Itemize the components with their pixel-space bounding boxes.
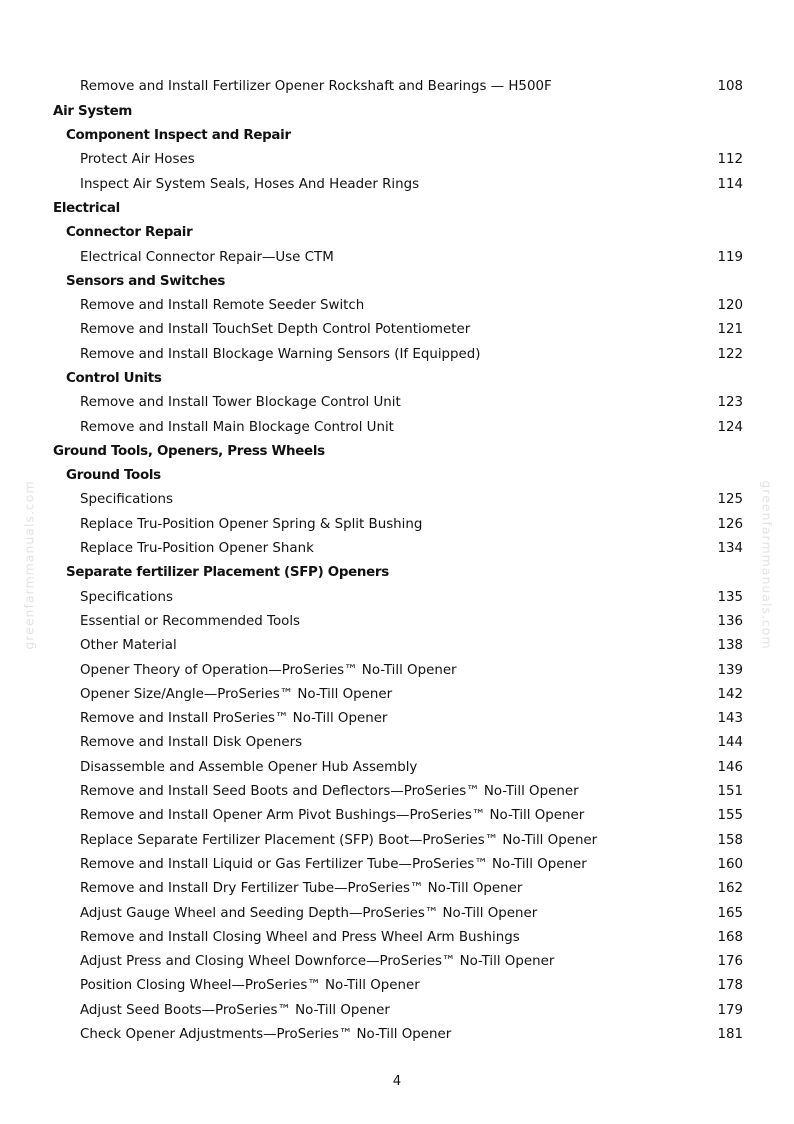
- toc-entry-title: Specifications: [80, 590, 173, 605]
- toc-entry[interactable]: [53, 537, 743, 561]
- toc-entry[interactable]: [53, 415, 743, 439]
- toc-entry-page: 120: [717, 298, 743, 314]
- toc-entry[interactable]: [53, 925, 743, 949]
- toc-entry-page: 124: [717, 419, 743, 435]
- toc-entry-title: Remove and Install Liquid or Gas Fertilizer Tube—ProSeries™ No-Till Opener: [80, 857, 587, 872]
- toc-entry-title: Disassemble and Assemble Opener Hub Assembly: [80, 760, 418, 775]
- toc-entry[interactable]: [53, 245, 743, 269]
- toc-entry-page: 108: [717, 79, 743, 95]
- toc-entry[interactable]: [53, 974, 743, 998]
- toc-entry-title: Opener Size/Angle—ProSeries™ No-Till Opener: [80, 687, 393, 702]
- toc-entry[interactable]: [53, 755, 743, 779]
- toc-entry[interactable]: [53, 901, 743, 925]
- toc-entry-title: Remove and Install Dry Fertilizer Tube—ProSeries™ No-Till Opener: [80, 882, 523, 896]
- toc-entry-title: Adjust Gauge Wheel and Seeding Depth—ProSeries™ No-Till Opener: [80, 906, 538, 920]
- toc-entry[interactable]: [53, 634, 743, 658]
- toc-entry-title: Sensors and Switches: [66, 274, 226, 289]
- toc-entry-title: Remove and Install Opener Arm Pivot Bushings—ProSeries™ No-Till Opener: [80, 809, 585, 823]
- toc-entry-page: 160: [717, 856, 743, 872]
- toc-entry[interactable]: [53, 610, 743, 634]
- toc-subsection: [53, 124, 743, 148]
- toc-entry-page: 155: [717, 808, 743, 824]
- page-number: 4: [392, 1074, 402, 1089]
- toc-entry-page: 135: [717, 589, 743, 605]
- toc-entry[interactable]: [53, 731, 743, 755]
- toc-entry[interactable]: [53, 75, 743, 99]
- toc-entry-title: Remove and Install Seed Boots and Deflectors—ProSeries™ No-Till Opener: [80, 785, 579, 799]
- watermark-right: greenfarmmanuals.com: [759, 480, 775, 650]
- toc-section: [53, 99, 743, 123]
- watermark-left: greenfarmmanuals.com: [21, 480, 37, 650]
- toc-entry[interactable]: [53, 1023, 743, 1047]
- toc-entry[interactable]: [53, 828, 743, 852]
- toc-entry-title: Adjust Press and Closing Wheel Downforce—ProSeries™ No-Till Opener: [80, 955, 555, 969]
- toc-entry-title: Opener Theory of Operation—ProSeries™ No-Till Opener: [80, 663, 457, 677]
- toc-entry-page: 176: [717, 954, 743, 970]
- toc-entry-title: Check Opener Adjustments—ProSeries™ No-Till Opener: [80, 1028, 452, 1042]
- toc-entry-page: 114: [717, 176, 743, 192]
- toc-entry[interactable]: [53, 488, 743, 512]
- toc-entry-title: Separate fertilizer Placement (SFP) Openers: [66, 566, 389, 580]
- toc-subsection: [53, 269, 743, 293]
- toc-section: [53, 196, 743, 220]
- toc-entry-title: Ground Tools, Openers, Press Wheels: [53, 444, 325, 459]
- toc-entry[interactable]: [53, 318, 743, 342]
- toc-entry[interactable]: [53, 804, 743, 828]
- toc-entry-page: 126: [717, 516, 743, 532]
- toc-entry[interactable]: [53, 585, 743, 609]
- toc-entry-title: Remove and Install Main Blockage Control Unit: [80, 420, 394, 434]
- toc-entry-title: Remove and Install TouchSet Depth Control Potentiometer: [80, 323, 471, 337]
- toc-entry-title: Specifications: [80, 493, 173, 507]
- toc-entry-page: 179: [717, 1002, 743, 1018]
- toc-entry-title: Replace Tru-Position Opener Spring & Split Bushing: [80, 517, 423, 532]
- toc-entry[interactable]: [53, 998, 743, 1022]
- toc-entry-title: Electrical Connector Repair—Use CTM: [80, 250, 334, 264]
- toc-entry-page: 168: [717, 929, 743, 945]
- toc-entry-title: Essential or Recommended Tools: [80, 614, 301, 629]
- toc-entry-page: 165: [717, 905, 743, 921]
- toc-entry-title: Other Material: [80, 639, 177, 653]
- toc-entry[interactable]: [53, 950, 743, 974]
- toc-entry-page: 158: [717, 832, 743, 848]
- toc-entry-title: Electrical: [53, 201, 120, 216]
- toc-subsection: [53, 221, 743, 245]
- toc-entry-title: Replace Tru-Position Opener Shank: [80, 542, 314, 556]
- toc-entry-title: Remove and Install Remote Seeder Switch: [80, 299, 365, 313]
- toc-entry[interactable]: [53, 682, 743, 706]
- toc-entry[interactable]: [53, 853, 743, 877]
- toc-entry-title: Position Closing Wheel—ProSeries™ No-Till Opener: [80, 979, 420, 993]
- toc-entry[interactable]: [53, 148, 743, 172]
- toc-subsection: [53, 561, 743, 585]
- toc-entry-page: 138: [717, 638, 743, 654]
- toc-entry-page: 142: [717, 686, 743, 702]
- toc-entry-title: Air System: [53, 104, 132, 119]
- toc-entry-page: 112: [717, 152, 743, 168]
- toc-entry-title: Connector Repair: [66, 226, 193, 240]
- toc-entry-title: Component Inspect and Repair: [66, 129, 291, 143]
- toc-entry[interactable]: [53, 512, 743, 536]
- toc-entry-title: Adjust Seed Boots—ProSeries™ No-Till Opener: [80, 1003, 390, 1018]
- table-of-contents: [53, 75, 743, 1047]
- toc-entry-page: 119: [717, 249, 743, 265]
- toc-entry[interactable]: [53, 780, 743, 804]
- toc-entry-title: Ground Tools: [66, 469, 161, 483]
- toc-entry-page: 139: [717, 662, 743, 678]
- toc-entry-page: 162: [717, 881, 743, 897]
- toc-entry-page: 122: [717, 346, 743, 362]
- toc-entry-title: Remove and Install Disk Openers: [80, 736, 303, 750]
- toc-entry-title: Remove and Install Closing Wheel and Press Wheel Arm Bushings: [80, 930, 520, 945]
- toc-entry-title: Control Units: [66, 372, 162, 386]
- toc-entry[interactable]: [53, 172, 743, 196]
- toc-entry-title: Replace Separate Fertilizer Placement (SFP) Boot—ProSeries™ No-Till Opener: [80, 833, 598, 848]
- toc-subsection: [53, 367, 743, 391]
- toc-entry[interactable]: [53, 294, 743, 318]
- toc-entry[interactable]: [53, 707, 743, 731]
- toc-entry-page: 151: [717, 784, 743, 800]
- toc-entry-page: 136: [717, 613, 743, 629]
- toc-entry-page: 123: [717, 395, 743, 411]
- toc-entry-page: 181: [717, 1027, 743, 1043]
- toc-entry-title: Remove and Install Tower Blockage Control Unit: [80, 396, 401, 410]
- toc-entry-title: Remove and Install ProSeries™ No-Till Opener: [80, 712, 388, 726]
- toc-entry[interactable]: [53, 342, 743, 366]
- toc-entry[interactable]: [53, 391, 743, 415]
- toc-entry-page: 125: [717, 492, 743, 508]
- toc-entry-page: 144: [717, 735, 743, 751]
- toc-entry-title: Protect Air Hoses: [80, 153, 195, 167]
- toc-entry-title: Remove and Install Fertilizer Opener Rockshaft and Bearings — H500F: [80, 80, 552, 94]
- toc-entry-page: 178: [717, 978, 743, 994]
- toc-section: [53, 439, 743, 463]
- toc-entry-title: Remove and Install Blockage Warning Sensors (If Equipped): [80, 347, 481, 362]
- toc-entry-title: Inspect Air System Seals, Hoses And Header Rings: [80, 177, 420, 192]
- toc-entry-page: 143: [717, 711, 743, 727]
- toc-entry-page: 121: [717, 322, 743, 338]
- toc-entry-page: 134: [717, 541, 743, 557]
- toc-subsection: [53, 464, 743, 488]
- toc-entry-page: 146: [717, 759, 743, 775]
- toc-entry[interactable]: [53, 658, 743, 682]
- toc-entry[interactable]: [53, 877, 743, 901]
